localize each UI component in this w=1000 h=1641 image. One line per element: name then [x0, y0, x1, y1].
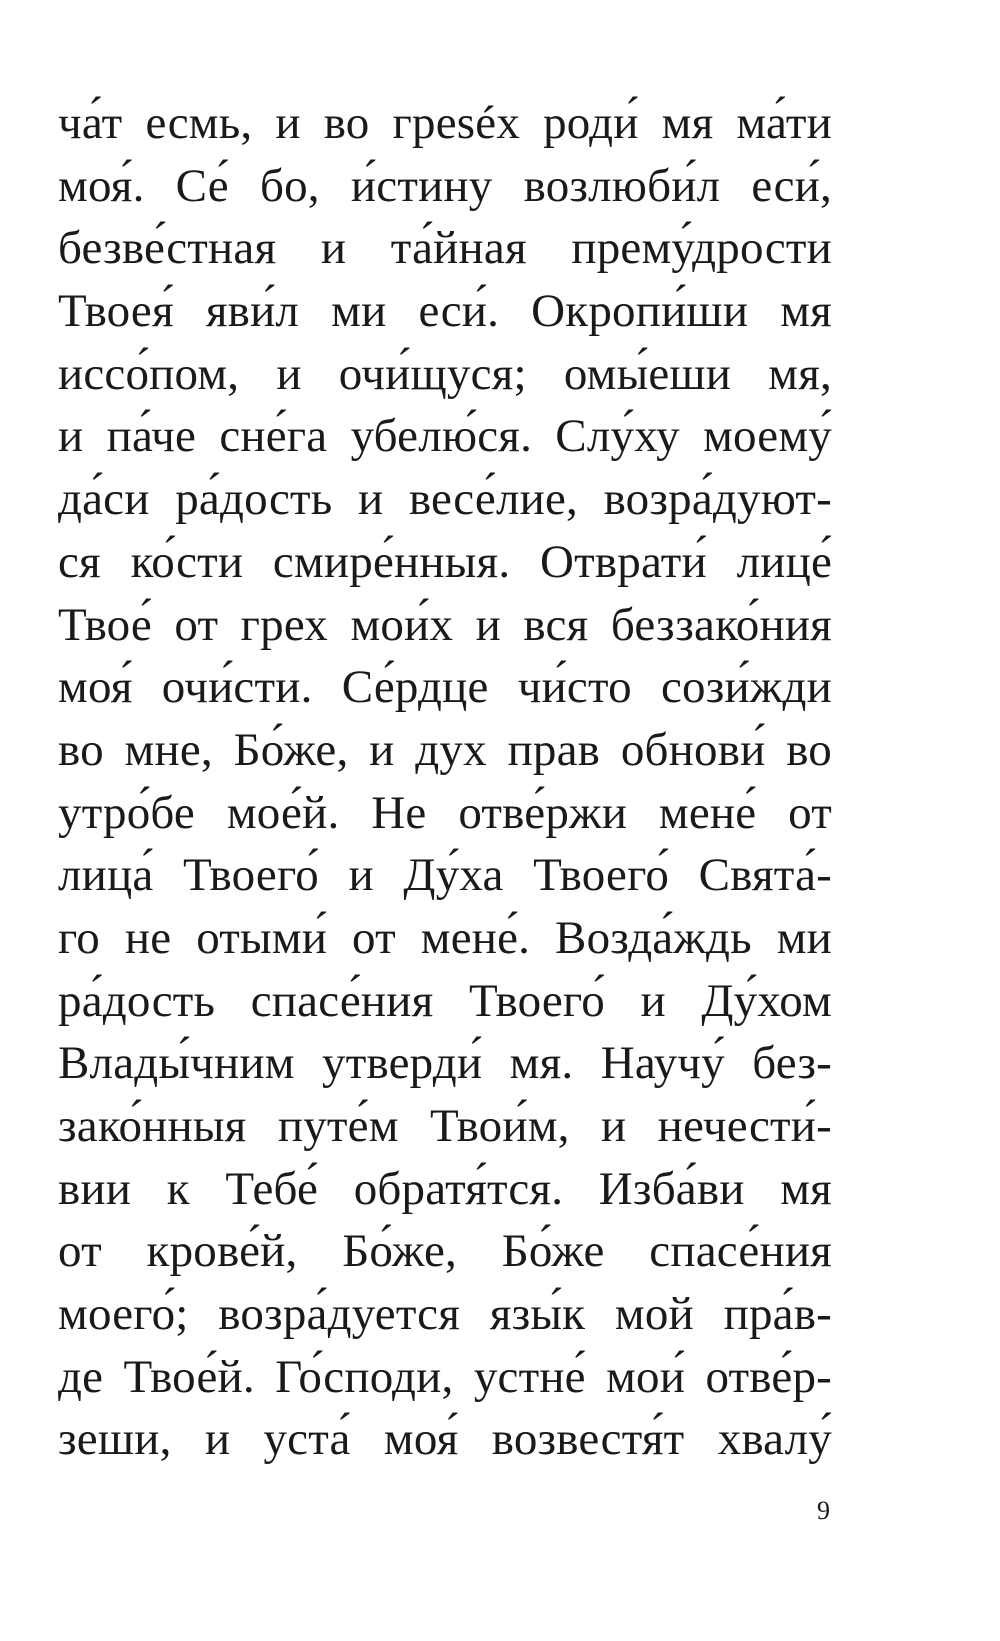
text-line-6: и па́че сне́га убелю́ся. Слу́ху моему́: [58, 410, 832, 463]
text-line-18: вии к Тебе́ обратя́тся. Изба́ви мя: [58, 1162, 832, 1215]
text-line-17: зако́нныя путе́м Твои́м, и нечести́-: [58, 1100, 832, 1152]
text-line-1: ча́т есмь, и во грeséх роди́ мя ма́ти: [58, 97, 832, 149]
text-line-14: го не отыми́ от мене́. Возда́ждь ми: [58, 911, 832, 964]
page-number: 9: [817, 1496, 830, 1525]
text-line-2: моя́. Се́ бо, и́стину возлюби́л еси́,: [58, 159, 832, 212]
prayer-text: [58, 92, 832, 1471]
text-line-10: моя́ очи́сти. Се́рдце чи́сто сози́жди: [58, 661, 832, 714]
text-line-16: Влады́чним утверди́ мя. Научу́ без-: [58, 1037, 832, 1090]
text-line-22: зеши, и уста́ моя́ возвестя́т хвалу́: [58, 1413, 832, 1466]
text-line-21: де Твое́й. Го́споди, устне́ мои́ отве́р-: [58, 1350, 832, 1403]
text-line-8: ся ко́сти смире́нныя. Отврати́ лице́: [58, 535, 832, 588]
text-line-19: от крове́й, Бо́же, Бо́же спасе́ния: [58, 1225, 832, 1278]
text-line-4: Твоея́ яви́л ми еси́. Окропи́ши мя: [58, 285, 832, 338]
text-line-3: безве́стная и та́йная прему́дрости: [58, 222, 832, 275]
text-line-15: ра́дость спасе́ния Твоего́ и Ду́хом: [58, 974, 832, 1027]
text-line-7: да́си ра́дость и весе́лие, возра́дуют-: [58, 473, 832, 526]
text-line-20: моего́; возра́дуется язы́к мой пра́в-: [58, 1288, 832, 1341]
text-line-12: утро́бе мое́й. Не отве́ржи мене́ от: [58, 786, 832, 839]
text-line-11: во мне, Бо́же, и дух прав обнови́ во: [58, 723, 832, 776]
text-line-9: Твое́ от грех мои́х и вся беззако́ния: [58, 598, 832, 651]
text-line-13: лица́ Твоего́ и Ду́ха Твоего́ Свята́-: [58, 849, 832, 902]
text-line-5: иссо́пом, и очи́щуся; омы́еши мя,: [58, 347, 832, 400]
